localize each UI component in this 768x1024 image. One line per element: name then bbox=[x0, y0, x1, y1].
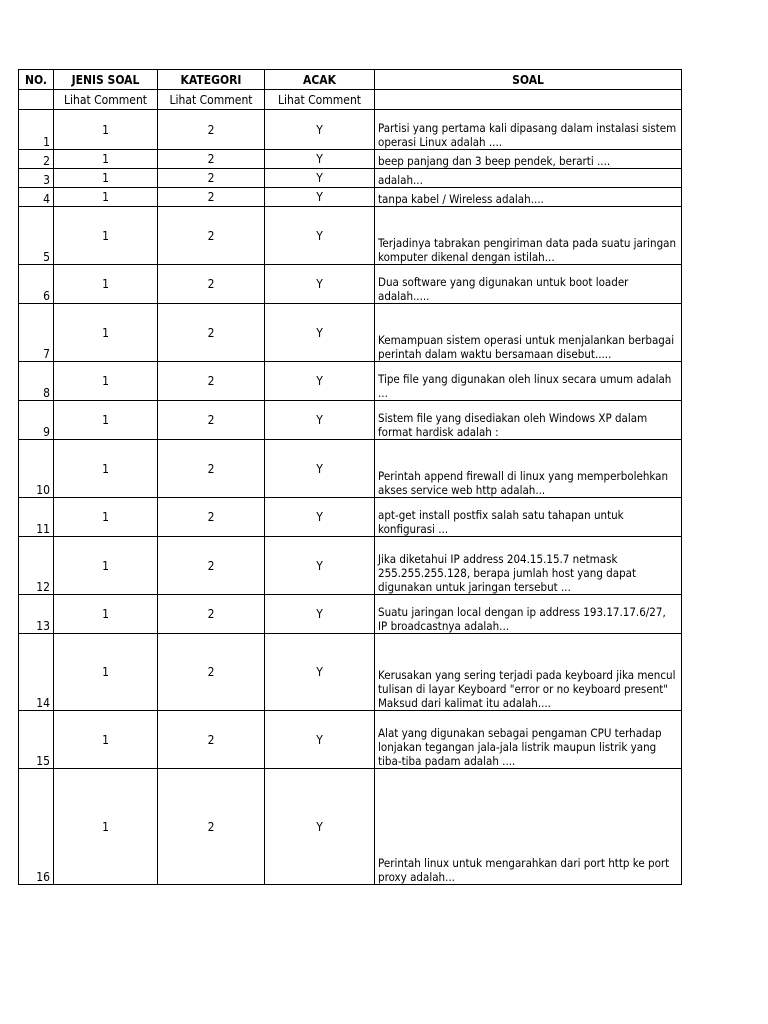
cell-jenis-soal: 1 bbox=[54, 537, 158, 595]
cell-acak: Y bbox=[265, 440, 375, 498]
table-row bbox=[19, 110, 682, 150]
table-row bbox=[19, 769, 682, 885]
cell-jenis-soal: 1 bbox=[54, 498, 158, 537]
cell-acak: Y bbox=[265, 304, 375, 362]
cell-soal: Sistem file yang disediakan oleh Windows XP dalam format hardisk adalah : bbox=[375, 401, 682, 440]
cell-jenis-soal: 1 bbox=[54, 150, 158, 169]
cell-soal: Perintah append firewall di linux yang memperbolehkan akses service web http adalah... bbox=[375, 440, 682, 498]
cell-jenis-soal: 1 bbox=[54, 265, 158, 304]
cell-acak: Y bbox=[265, 537, 375, 595]
subheader-no bbox=[19, 90, 54, 110]
cell-no: 13 bbox=[19, 595, 54, 634]
header-row bbox=[19, 70, 682, 90]
subheader-row bbox=[19, 90, 682, 110]
cell-no: 11 bbox=[19, 498, 54, 537]
table-row bbox=[19, 537, 682, 595]
header-kategori: KATEGORI bbox=[158, 70, 265, 90]
subheader-soal bbox=[375, 90, 682, 110]
cell-soal: Terjadinya tabrakan pengiriman data pada suatu jaringan komputer dikenal dengan istilah... bbox=[375, 207, 682, 265]
cell-kategori: 2 bbox=[158, 150, 265, 169]
cell-no: 4 bbox=[19, 188, 54, 207]
cell-kategori: 2 bbox=[158, 401, 265, 440]
cell-no: 1 bbox=[19, 110, 54, 150]
table-row bbox=[19, 498, 682, 537]
cell-jenis-soal: 1 bbox=[54, 401, 158, 440]
cell-acak: Y bbox=[265, 401, 375, 440]
cell-kategori: 2 bbox=[158, 110, 265, 150]
cell-kategori: 2 bbox=[158, 769, 265, 885]
table-row bbox=[19, 188, 682, 207]
cell-kategori: 2 bbox=[158, 265, 265, 304]
subheader-acak: Lihat Comment bbox=[265, 90, 375, 110]
table-row bbox=[19, 595, 682, 634]
cell-soal: Jika diketahui IP address 204.15.15.7 netmask 255.255.255.128, berapa jumlah host yang dapat digunakan untuk jaringan tersebut ... bbox=[375, 537, 682, 595]
cell-acak: Y bbox=[265, 265, 375, 304]
cell-kategori: 2 bbox=[158, 304, 265, 362]
cell-acak: Y bbox=[265, 634, 375, 711]
cell-kategori: 2 bbox=[158, 711, 265, 769]
cell-kategori: 2 bbox=[158, 207, 265, 265]
cell-soal: Kerusakan yang sering terjadi pada keyboard jika mencul tulisan di layar Keyboard "error or no keyboard present" Maksud dari kalimat itu adalah.... bbox=[375, 634, 682, 711]
cell-soal: Tipe file yang digunakan oleh linux secara umum adalah ... bbox=[375, 362, 682, 401]
cell-soal: tanpa kabel / Wireless adalah.... bbox=[375, 188, 682, 207]
cell-acak: Y bbox=[265, 711, 375, 769]
cell-kategori: 2 bbox=[158, 537, 265, 595]
cell-acak: Y bbox=[265, 595, 375, 634]
cell-acak: Y bbox=[265, 169, 375, 188]
table-row bbox=[19, 207, 682, 265]
table-row bbox=[19, 362, 682, 401]
cell-acak: Y bbox=[265, 150, 375, 169]
cell-no: 3 bbox=[19, 169, 54, 188]
cell-kategori: 2 bbox=[158, 188, 265, 207]
cell-no: 10 bbox=[19, 440, 54, 498]
cell-acak: Y bbox=[265, 362, 375, 401]
cell-acak: Y bbox=[265, 207, 375, 265]
table-row bbox=[19, 150, 682, 169]
cell-jenis-soal: 1 bbox=[54, 207, 158, 265]
table-row bbox=[19, 401, 682, 440]
cell-soal: adalah... bbox=[375, 169, 682, 188]
table-row bbox=[19, 634, 682, 711]
cell-jenis-soal: 1 bbox=[54, 362, 158, 401]
cell-jenis-soal: 1 bbox=[54, 440, 158, 498]
header-no: NO. bbox=[19, 70, 54, 90]
cell-jenis-soal: 1 bbox=[54, 711, 158, 769]
cell-soal: Kemampuan sistem operasi untuk menjalankan berbagai perintah dalam waktu bersamaan disebut..... bbox=[375, 304, 682, 362]
cell-no: 2 bbox=[19, 150, 54, 169]
cell-kategori: 2 bbox=[158, 169, 265, 188]
cell-no: 12 bbox=[19, 537, 54, 595]
cell-soal: Dua software yang digunakan untuk boot loader adalah..... bbox=[375, 265, 682, 304]
cell-jenis-soal: 1 bbox=[54, 169, 158, 188]
cell-no: 5 bbox=[19, 207, 54, 265]
cell-jenis-soal: 1 bbox=[54, 769, 158, 885]
cell-jenis-soal: 1 bbox=[54, 634, 158, 711]
question-table bbox=[18, 69, 682, 885]
cell-no: 7 bbox=[19, 304, 54, 362]
cell-no: 16 bbox=[19, 769, 54, 885]
header-acak: ACAK bbox=[265, 70, 375, 90]
cell-kategori: 2 bbox=[158, 634, 265, 711]
cell-no: 9 bbox=[19, 401, 54, 440]
cell-no: 15 bbox=[19, 711, 54, 769]
cell-soal: Alat yang digunakan sebagai pengaman CPU terhadap lonjakan tegangan jala-jala listrik maupun listrik yang tiba-tiba padam adalah .... bbox=[375, 711, 682, 769]
header-jenis-soal: JENIS SOAL bbox=[54, 70, 158, 90]
cell-no: 8 bbox=[19, 362, 54, 401]
subheader-kategori: Lihat Comment bbox=[158, 90, 265, 110]
cell-kategori: 2 bbox=[158, 498, 265, 537]
cell-soal: Partisi yang pertama kali dipasang dalam instalasi sistem operasi Linux adalah .... bbox=[375, 110, 682, 150]
cell-acak: Y bbox=[265, 498, 375, 537]
cell-jenis-soal: 1 bbox=[54, 595, 158, 634]
cell-kategori: 2 bbox=[158, 595, 265, 634]
cell-no: 6 bbox=[19, 265, 54, 304]
cell-soal: Perintah linux untuk mengarahkan dari port http ke port proxy adalah... bbox=[375, 769, 682, 885]
cell-jenis-soal: 1 bbox=[54, 188, 158, 207]
table-body bbox=[19, 110, 682, 885]
cell-soal: Suatu jaringan local dengan ip address 193.17.17.6/27, IP broadcastnya adalah... bbox=[375, 595, 682, 634]
subheader-jenis-soal: Lihat Comment bbox=[54, 90, 158, 110]
cell-acak: Y bbox=[265, 110, 375, 150]
cell-acak: Y bbox=[265, 769, 375, 885]
header-soal: SOAL bbox=[375, 70, 682, 90]
cell-jenis-soal: 1 bbox=[54, 110, 158, 150]
cell-acak: Y bbox=[265, 188, 375, 207]
cell-jenis-soal: 1 bbox=[54, 304, 158, 362]
table-row bbox=[19, 265, 682, 304]
cell-kategori: 2 bbox=[158, 440, 265, 498]
table-row bbox=[19, 440, 682, 498]
cell-no: 14 bbox=[19, 634, 54, 711]
cell-kategori: 2 bbox=[158, 362, 265, 401]
cell-soal: beep panjang dan 3 beep pendek, berarti .... bbox=[375, 150, 682, 169]
cell-soal: apt-get install postfix salah satu tahapan untuk konfigurasi ... bbox=[375, 498, 682, 537]
table-row bbox=[19, 711, 682, 769]
table-row bbox=[19, 169, 682, 188]
table-row bbox=[19, 304, 682, 362]
